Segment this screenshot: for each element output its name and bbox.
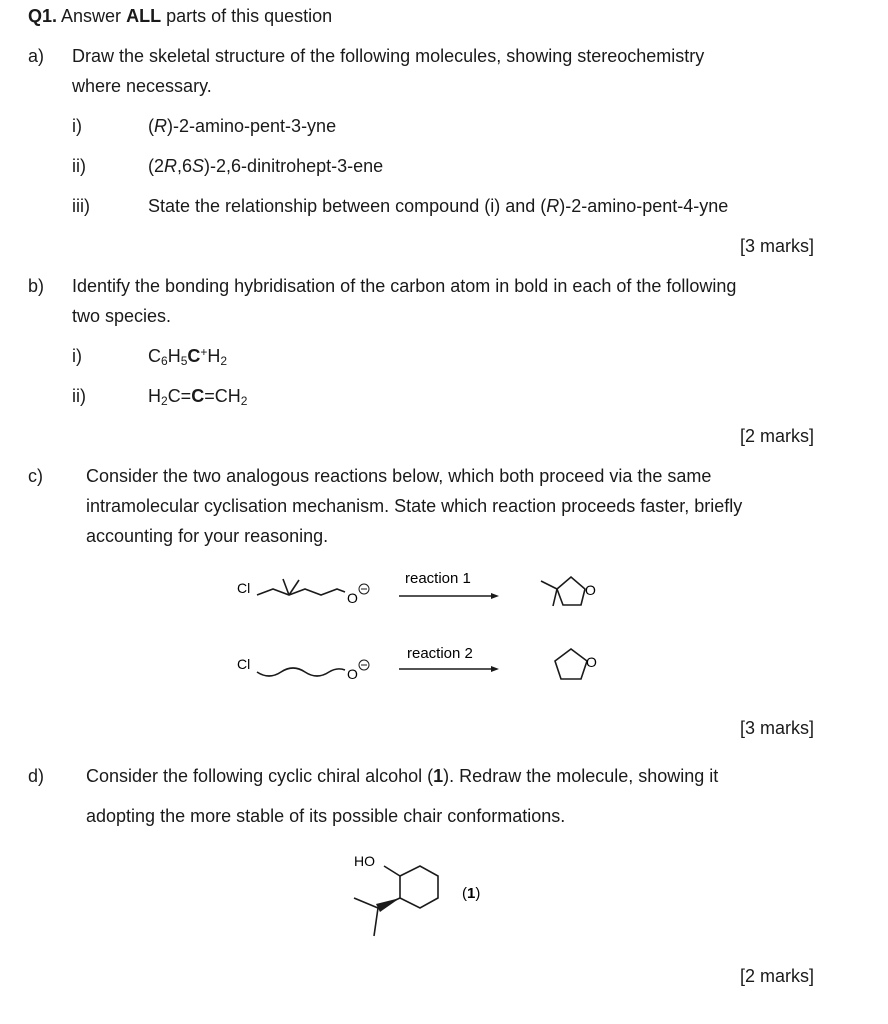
compound-label (462, 885, 480, 902)
reaction-1-oxygen: O (347, 590, 358, 606)
part-a-item-2-s: S (192, 156, 205, 176)
part-d-text-1 (86, 761, 718, 791)
part-c-label: c) (28, 466, 43, 486)
part-a-item-2-r: R (164, 156, 178, 176)
product-2-ring (555, 649, 587, 679)
part-d-text-b: ). Redraw the molecule, showing it (443, 766, 719, 786)
question-title-pre: Answer (61, 6, 122, 26)
part-a-label: a) (28, 46, 45, 66)
part-a-item-3-b: )-2-amino-pent-4-yne (559, 196, 729, 216)
question-number: Q1. (28, 6, 58, 26)
reaction-2-oxygen: O (347, 666, 358, 682)
isopropyl-wedge (376, 898, 400, 912)
reaction-scheme (225, 555, 625, 695)
compound-label-open: ( (462, 885, 467, 902)
part-b-label: b) (28, 276, 45, 296)
part-a-item-2-c: )-2,6-dinitrohept-3-ene (204, 156, 384, 176)
part-b-item-2-number: ii) (72, 386, 86, 406)
part-d-text-a: Consider the following cyclic chiral alcohol ( (86, 766, 434, 786)
isopropyl-methyl-1 (354, 898, 378, 908)
part-a-item-1-number: i) (72, 116, 82, 136)
reaction-1-label: reaction 1 (405, 570, 471, 587)
compound-label-close: ) (475, 885, 481, 902)
part-b-text-2: two species. (72, 306, 172, 326)
part-b-item-2-formula: $H_2C=C=CH_2$ (148, 386, 248, 408)
part-b-item-1-formula: $C_6H_5C^+H_2$ (148, 345, 228, 368)
cyclohexane-ring (400, 866, 438, 908)
isopropyl-methyl-2 (374, 908, 378, 936)
part-a-text-2: where necessary. (72, 76, 212, 96)
part-d-marks: [2 marks] (739, 966, 814, 986)
reaction-2-cl: Cl (237, 656, 251, 672)
hydroxyl-label: HO (354, 853, 375, 869)
product-1-methyl-1 (541, 581, 557, 589)
part-a-text-1: Draw the skeletal structure of the following molecules, showing stereochemistry (72, 46, 705, 66)
hydroxyl-bond (384, 866, 400, 876)
part-d-text-2: adopting the more stable of its possible chair conformations. (86, 806, 566, 826)
part-b-text-1: Identify the bonding hybridisation of the carbon atom in bold in each of the following (72, 276, 737, 296)
part-b-marks: [2 marks] (739, 426, 814, 446)
question-title-bold: ALL (126, 6, 162, 26)
part-c-text-1: Consider the two analogous reactions below, which both proceed via the same (86, 466, 712, 486)
part-a-item-2-b: ,6 (177, 156, 193, 176)
part-c-marks: [3 marks] (739, 718, 814, 738)
part-b-item-1-number: i) (72, 346, 82, 366)
reaction-1-reactant-chain (257, 589, 345, 595)
question-title-post: parts of this question (166, 6, 333, 26)
part-c-text-3: accounting for your reasoning. (86, 526, 329, 546)
part-a-item-3-r: R (546, 196, 560, 216)
part-a-item-3-a: State the relationship between compound (i) and ( (148, 196, 547, 216)
part-a-item-3-text (148, 196, 728, 217)
part-a-item-1-stereo: R (154, 116, 167, 136)
part-a-marks: [3 marks] (739, 236, 814, 256)
part-a-item-2-text (148, 156, 383, 177)
question-title (28, 6, 332, 27)
part-c-text-2: intramolecular cyclisation mechanism. State which reaction proceeds faster, briefly (86, 496, 743, 516)
part-a-item-2-a: (2 (148, 156, 165, 176)
reaction-1-cl: Cl (237, 580, 251, 596)
compound-label-number: 1 (467, 885, 476, 902)
part-d-text-bold: 1 (433, 766, 444, 786)
part-a-item-3-number: iii) (72, 196, 90, 216)
product-1-ring (557, 577, 585, 605)
part-a-item-1-text: (R)-2-amino-pent-3-yne (148, 116, 337, 136)
reaction-2-reactant-chain (257, 668, 345, 676)
product-1-methyl-2 (553, 589, 557, 606)
part-a-item-2-number: ii) (72, 156, 86, 176)
part-a-item-1-name: 2-amino-pent-3-yne (179, 116, 337, 136)
product-1-oxygen: O (585, 582, 596, 598)
reaction-2-label: reaction 2 (407, 645, 473, 662)
cyclic-alcohol-structure (340, 846, 520, 946)
part-d-label: d) (28, 766, 45, 786)
product-2-oxygen: O (586, 654, 597, 670)
